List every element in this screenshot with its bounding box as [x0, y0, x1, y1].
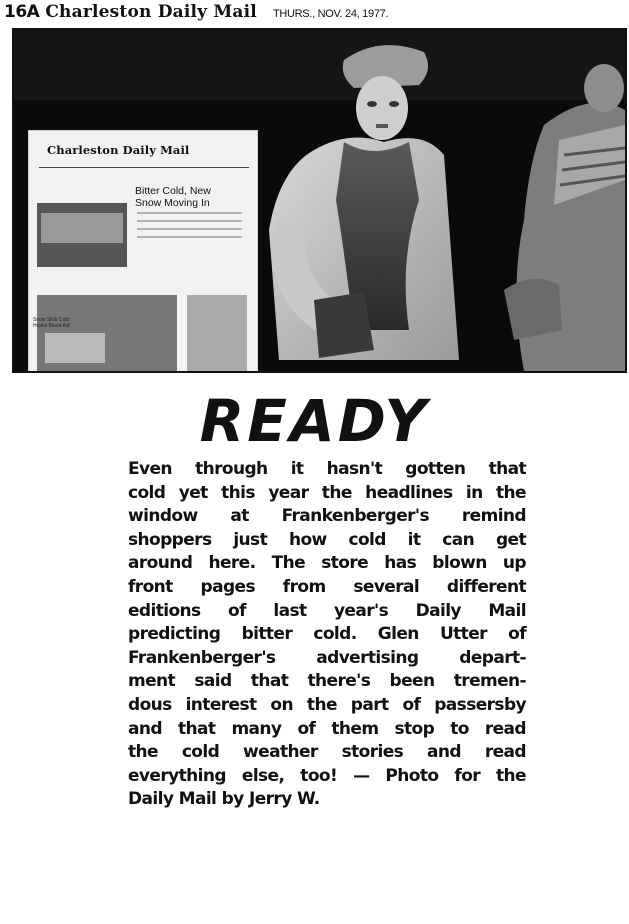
- page-number: 16A: [4, 2, 40, 22]
- caption-line: predicting bitter cold. Glen Utter of: [128, 624, 526, 645]
- caption-line: window at Frankenberger's remind: [128, 506, 526, 527]
- caption-line: editions of last year's Daily Mail: [128, 600, 526, 621]
- caption-line: and that many of them stop to read: [128, 718, 526, 739]
- caption-line: Frankenberger's advertising depart-: [128, 647, 526, 668]
- caption-line: the cold weather stories and read: [128, 742, 526, 763]
- caption-line: shoppers just how cold it can get: [128, 529, 526, 550]
- poster-photos: [37, 203, 251, 373]
- caption-line: ment said that there's been tremen-: [128, 671, 526, 692]
- caption-line: dous interest on the part of passersby: [128, 694, 526, 715]
- newspaper-poster: [28, 130, 258, 373]
- issue-date: THURS., NOV. 24, 1977.: [272, 8, 389, 20]
- poster-headline-line: Snow Moving In: [135, 197, 210, 209]
- caption-line: Daily Mail by Jerry W.: [128, 789, 320, 810]
- caption-title: READY: [199, 387, 430, 455]
- caption-line: Even through it hasn't gotten that: [128, 459, 526, 479]
- caption-line: around here. The store has blown up: [128, 553, 526, 574]
- news-photo: [12, 28, 627, 373]
- caption-line: everything else, too! — Photo for the: [128, 765, 526, 786]
- poster-headline-line: Bitter Cold, New: [135, 185, 211, 197]
- poster-rule: [39, 167, 249, 168]
- caption-body: [128, 458, 526, 812]
- caption-line: cold yet this year the headlines in the: [128, 482, 526, 503]
- newspaper-name: Charleston Daily Mail: [45, 2, 257, 22]
- caption-line: front pages from several different: [128, 576, 526, 597]
- poster-sidebar-text: Snow Slick Cold Hooks Blood Aid: [33, 317, 70, 329]
- poster-masthead: Charleston Daily Mail: [47, 143, 190, 157]
- mannequin-head: [356, 76, 408, 140]
- page-header: [4, 2, 624, 26]
